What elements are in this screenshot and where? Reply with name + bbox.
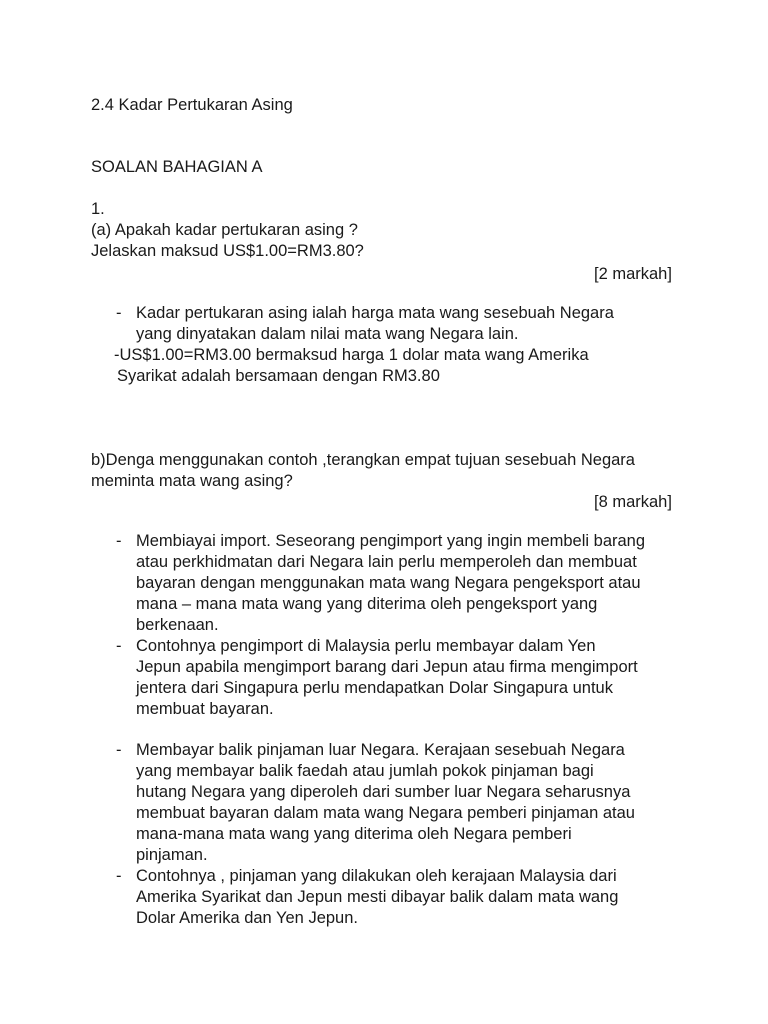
bullet-3-line-4: membuat bayaran dalam mata wang Negara pemberi pinjaman atau <box>136 804 635 822</box>
question-b-marks: [8 markah] <box>594 493 672 511</box>
question-a-line1: (a) Apakah kadar pertukaran asing ? <box>91 221 358 239</box>
bullet-3-line-3: hutang Negara yang diperoleh dari sumber luar Negara seharusnya <box>136 783 631 801</box>
section-title: 2.4 Kadar Pertukaran Asing <box>91 96 293 114</box>
answer-a-line1: Kadar pertukaran asing ialah harga mata wang sesebuah Negara <box>136 304 614 322</box>
bullet-marker-4: - <box>116 867 122 885</box>
bullet-4-line-3: Dolar Amerika dan Yen Jepun. <box>136 909 358 927</box>
bullet-3-line-1: Membayar balik pinjaman luar Negara. Kerajaan sesebuah Negara <box>136 741 625 759</box>
bullet-1-line-5: berkenaan. <box>136 616 219 634</box>
part-heading: SOALAN BAHAGIAN A <box>91 158 263 176</box>
bullet-marker-2: - <box>116 637 122 655</box>
answer-a-line3: -US$1.00=RM3.00 bermaksud harga 1 dolar mata wang Amerika <box>114 346 589 364</box>
bullet-marker-3: - <box>116 741 122 759</box>
question-a-marks: [2 markah] <box>594 265 672 283</box>
bullet-3-line-2: yang membayar balik faedah atau jumlah pokok pinjaman bagi <box>136 762 594 780</box>
question-b-line2: meminta mata wang asing? <box>91 472 293 490</box>
bullet-3-line-6: pinjaman. <box>136 846 208 864</box>
bullet-1-line-1: Membiayai import. Seseorang pengimport yang ingin membeli barang <box>136 532 646 550</box>
bullet-3-line-5: mana-mana mata wang yang diterima oleh Negara pemberi <box>136 825 572 843</box>
bullet-1-line-3: bayaran dengan menggunakan mata wang Negara pengeksport atau <box>136 574 641 592</box>
answer-a-line2: yang dinyatakan dalam nilai mata wang Negara lain. <box>136 325 519 343</box>
answer-a-line4: Syarikat adalah bersamaan dengan RM3.80 <box>117 367 440 385</box>
question-b-line1: b)Denga menggunakan contoh ,terangkan empat tujuan sesebuah Negara <box>91 451 635 469</box>
bullet-marker-1: - <box>116 532 122 550</box>
question-a-line2: Jelaskan maksud US$1.00=RM3.80? <box>91 242 364 260</box>
bullet-4-line-1: Contohnya , pinjaman yang dilakukan oleh kerajaan Malaysia dari <box>136 867 617 885</box>
bullet-2-line-4: membuat bayaran. <box>136 700 274 718</box>
bullet-2-line-3: jentera dari Singapura perlu mendapatkan Dolar Singapura untuk <box>136 679 613 697</box>
bullet-1-line-4: mana – mana mata wang yang diterima oleh pengeksport yang <box>136 595 598 613</box>
question-number: 1. <box>91 200 105 218</box>
bullet-2-line-1: Contohnya pengimport di Malaysia perlu membayar dalam Yen <box>136 637 596 655</box>
bullet-4-line-2: Amerika Syarikat dan Jepun mesti dibayar balik dalam mata wang <box>136 888 619 906</box>
answer-a-bullet-marker: - <box>116 304 122 322</box>
bullet-2-line-2: Jepun apabila mengimport barang dari Jepun atau firma mengimport <box>136 658 638 676</box>
bullet-1-line-2: atau perkhidmatan dari Negara lain perlu memperoleh dan membuat <box>136 553 637 571</box>
